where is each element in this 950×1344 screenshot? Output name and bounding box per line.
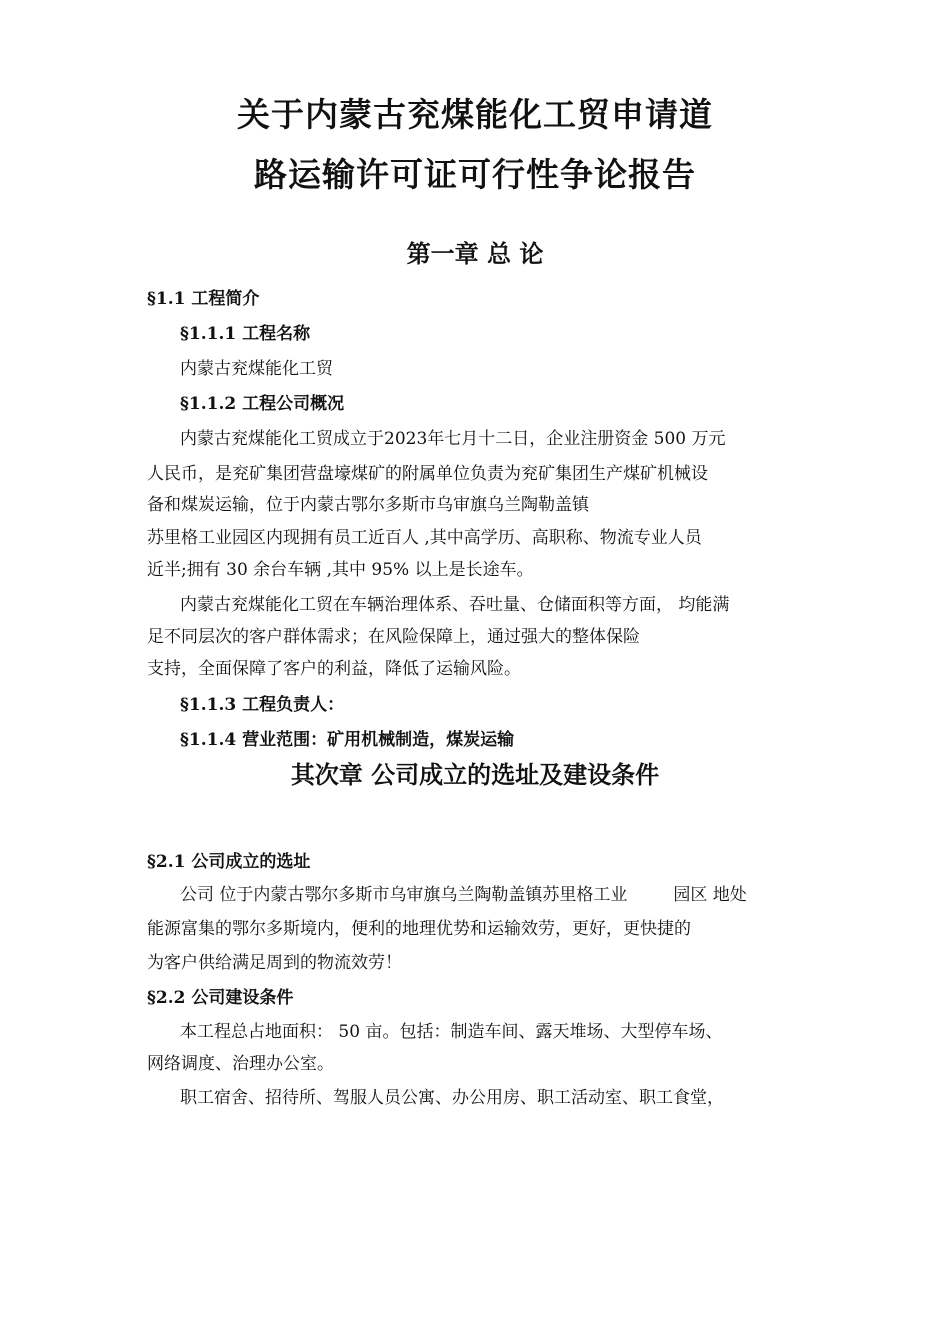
project-name-text: 内蒙古兖煤能化工贸 [180,359,333,379]
section-1-1-heading: §1.1 工程简介 [147,289,260,309]
site-line-1-part-a: 公司 位于内蒙古鄂尔多斯市乌审旗乌兰陶勒盖镇苏里格工业 [180,885,628,905]
build-line: 网络调度、治理办公室。 [147,1054,334,1074]
site-line-1-part-b: 园区 地处 [673,885,747,905]
overview-line: 内蒙古兖煤能化工贸在车辆治理体系、吞吐量、仓储面积等方面， 均能满 [180,595,730,615]
chapter-1-title: 第一章 总 论 [406,240,544,268]
overview-line: 备和煤炭运输，位于内蒙古鄂尔多斯市乌审旗乌兰陶勒盖镇 [147,495,589,515]
section-2-1-heading: §2.1 公司成立的选址 [147,852,311,872]
overview-line: 内蒙古兖煤能化工贸成立于2023年七月十二日，企业注册资金 500 万元 [180,429,726,449]
document-title-line-1: 关于内蒙古兖煤能化工贸申请道 [237,95,713,134]
overview-line: 苏里格工业园区内现拥有员工近百人 ,其中高学历、高职称、物流专业人员 [147,528,702,548]
overview-line: 足不同层次的客户群体需求；在风险保障上，通过强大的整体保险 [147,627,640,647]
section-1-1-4-heading: §1.1.4 营业范围：矿用机械制造，煤炭运输 [180,730,515,750]
build-line: 本工程总占地面积： 50 亩。包括：制造车间、露天堆场、大型停车场、 [180,1022,723,1042]
site-line: 为客户供给满足周到的物流效劳！ [147,953,402,973]
site-line-1 [180,884,747,906]
document-title-line-2: 路运输许可证可行性争论报告 [254,155,696,194]
chapter-2-title: 其次章 公司成立的选址及建设条件 [290,761,660,789]
section-1-1-1-heading: §1.1.1 工程名称 [180,324,311,344]
section-1-1-3-heading: §1.1.3 工程负责人： [180,695,345,715]
overview-line: 支持，全面保障了客户的利益，降低了运输风险。 [147,659,521,679]
section-1-1-2-heading: §1.1.2 工程公司概况 [180,394,345,414]
overview-line: 人民币，是兖矿集团营盘壕煤矿的附属单位负责为兖矿集团生产煤矿机械设 [147,464,708,484]
site-line: 能源富集的鄂尔多斯境内，便利的地理优势和运输效劳，更好，更快捷的 [147,919,691,939]
build-line: 职工宿舍、招待所、驾服人员公寓、办公用房、职工活动室、职工食堂， [180,1088,724,1108]
overview-line: 近半;拥有 30 余台车辆 ,其中 95% 以上是长途车。 [147,560,534,580]
section-2-2-heading: §2.2 公司建设条件 [147,988,294,1008]
